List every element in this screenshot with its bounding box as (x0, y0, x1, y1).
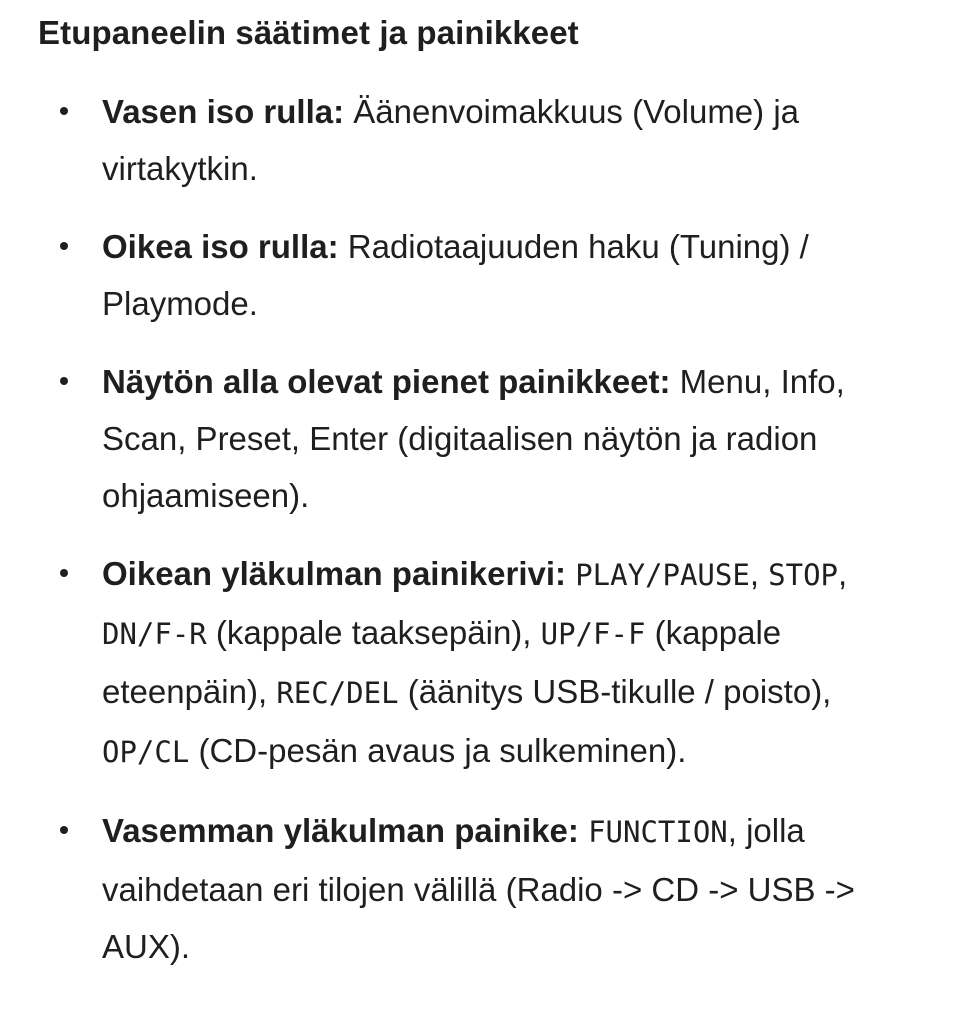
item-text: Menu, Info, Scan, Preset, Enter (digitaalisen näytön ja radion ohjaamiseen). (102, 363, 845, 514)
code-rec-del: REC/DEL (276, 676, 399, 710)
code-dn-fr: DN/F-R (102, 617, 207, 651)
bullet-icon (60, 107, 68, 115)
list-item-left-knob (0, 83, 960, 197)
item-label: Oikean yläkulman painikerivi: (102, 555, 567, 592)
list-item-top-right-buttons (0, 545, 960, 781)
item-text: , (749, 555, 769, 592)
item-text: (CD-pesän avaus ja sulkeminen). (189, 732, 687, 769)
item-text: (äänitys USB-tikulle / poisto), (398, 673, 832, 710)
bullet-icon (60, 377, 68, 385)
item-text: Radiotaajuuden haku (Tuning) / Playmode. (102, 228, 809, 322)
item-text: (kappale taaksepäin), (206, 614, 541, 651)
code-up-ff: UP/F-F (540, 617, 646, 651)
bullet-icon (60, 569, 68, 577)
item-label: Vasemman yläkulman painike: (102, 812, 579, 849)
item-label: Oikea iso rulla: (102, 228, 339, 265)
code-function: FUNCTION (588, 815, 728, 849)
list-item-display-buttons (0, 353, 960, 524)
list-item-right-knob (0, 218, 960, 332)
section-heading: Etupaneelin säätimet ja painikkeet (38, 14, 579, 51)
code-play-pause: PLAY/PAUSE (575, 558, 750, 592)
item-text: Äänenvoimakkuus (Volume) ja virtakytkin. (102, 93, 800, 187)
code-stop: STOP (768, 558, 838, 592)
item-text: , jolla vaihdetaan eri tilojen välillä (Radio -> CD -> USB -> AUX). (102, 812, 855, 965)
item-label: Vasen iso rulla: (102, 93, 345, 130)
list-item-top-left-button (0, 802, 960, 975)
item-text: , (838, 555, 848, 592)
controls-list (0, 83, 960, 996)
item-text: (kappale eteenpäin), (102, 614, 782, 710)
code-op-cl: OP/CL (102, 735, 190, 769)
item-label: Näytön alla olevat pienet painikkeet: (102, 363, 671, 400)
bullet-icon (60, 826, 68, 834)
bullet-icon (60, 242, 68, 250)
